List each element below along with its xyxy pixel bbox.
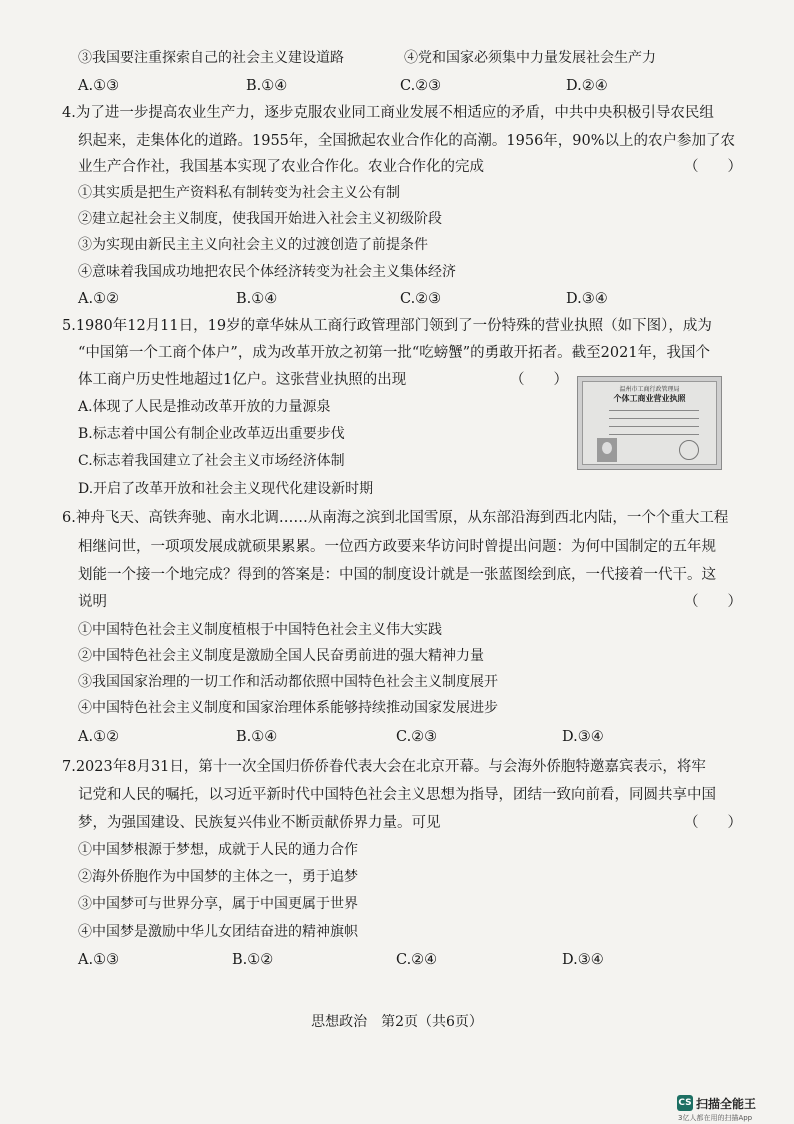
q7-choice-a: A.①③	[78, 952, 120, 968]
q7-option-3: ③中国梦可与世界分享，属于中国更属于世界	[78, 896, 358, 912]
q7-choice-b: B.①②	[232, 952, 274, 968]
q5-option-c: C.标志着我国建立了社会主义市场经济体制	[78, 453, 345, 469]
q5-stem-line-1: 5.1980年12月11日，19岁的章华妹从工商行政管理部门领到了一份特殊的营业执照（如下图），成为	[62, 318, 712, 334]
q4-choice-a: A.①②	[78, 291, 120, 307]
choice-d: D.②④	[566, 78, 608, 94]
q4-option-2: ②建立起社会主义制度，使我国开始进入社会主义初级阶段	[78, 211, 442, 227]
q6-answer-blank: （ ）	[684, 594, 742, 610]
q6-choice-c: C.②③	[396, 729, 438, 745]
q4-choice-b: B.①④	[236, 291, 278, 307]
q7-stem-line-3: 梦，为强国建设、民族复兴伟业不断贡献侨界力量。可见	[78, 815, 441, 831]
page-footer: 思想政治 第2页（共6页）	[311, 1014, 483, 1030]
q4-answer-blank: （ ）	[684, 159, 742, 175]
camscanner-name: 扫描全能王	[696, 1097, 757, 1111]
license-issuer: 温州市工商行政管理局	[619, 386, 680, 393]
q6-choice-d: D.③④	[562, 729, 604, 745]
choice-b: B.①④	[246, 78, 288, 94]
q5-stem-line-3: 体工商户历史性地超过1亿户。这张营业执照的出现	[78, 372, 407, 388]
q6-stem-line-2: 相继问世，一项项发展成就硕果累累。一位西方政要来华访问时曾提出问题：为何中国制定的五年规	[78, 539, 716, 555]
license-field-line	[609, 418, 699, 419]
q7-choice-d: D.③④	[562, 952, 604, 968]
q5-option-d: D.开启了改革开放和社会主义现代化建设新时期	[78, 481, 374, 497]
q6-option-3: ③我国国家治理的一切工作和活动都依照中国特色社会主义制度展开	[78, 674, 498, 690]
license-card	[582, 381, 717, 465]
q6-stem-line-4: 说明	[78, 594, 107, 610]
q7-option-2: ②海外侨胞作为中国梦的主体之一，勇于追梦	[78, 869, 358, 885]
q6-option-4: ④中国特色社会主义制度和国家治理体系能够持续推动国家发展进步	[78, 700, 498, 716]
q4-option-1: ①其实质是把生产资料私有制转变为社会主义公有制	[78, 185, 400, 201]
license-title: 个体工商业营业执照	[613, 393, 686, 403]
license-field-line	[609, 426, 699, 427]
q4-choice-d: D.③④	[566, 291, 608, 307]
q5-option-b: B.标志着中国公有制企业改革迈出重要步伐	[78, 426, 345, 442]
camscanner-tagline: 3亿人都在用的扫描App	[678, 1114, 753, 1122]
q6-option-1: ①中国特色社会主义制度植根于中国特色社会主义伟大实践	[78, 622, 442, 638]
business-license-photo	[577, 376, 722, 470]
license-seal	[679, 440, 699, 460]
choice-c: C.②③	[400, 78, 442, 94]
q7-option-4: ④中国梦是激励中华儿女团结奋进的精神旗帜	[78, 924, 358, 940]
q7-option-1: ①中国梦根源于梦想，成就于人民的通力合作	[78, 842, 358, 858]
q5-option-a: A.体现了人民是推动改革开放的力量源泉	[78, 399, 331, 415]
choice-a: A.①③	[78, 78, 120, 94]
q7-answer-blank: （ ）	[684, 815, 742, 831]
camscanner-logo-icon: CS	[677, 1095, 693, 1111]
q5-stem-line-2: “中国第一个工商个体户”，成为改革开放之初第一批“吃螃蟹”的勇敢开拓者。截至2021年，我国个	[78, 345, 711, 361]
option-3: ③我国要注重探索自己的社会主义建设道路	[78, 50, 344, 66]
q5-answer-blank: （ ）	[510, 372, 568, 388]
q7-stem-line-1: 7.2023年8月31日，第十一次全国归侨侨眷代表大会在北京开幕。与会海外侨胞特邀嘉宾表示，将牢	[62, 759, 706, 775]
license-portrait	[597, 438, 617, 462]
q6-choice-a: A.①②	[78, 729, 120, 745]
option-4: ④党和国家必须集中力量发展社会生产力	[404, 50, 656, 66]
q4-option-3: ③为实现由新民主主义向社会主义的过渡创造了前提条件	[78, 237, 428, 253]
q6-choice-b: B.①④	[236, 729, 278, 745]
q4-choice-c: C.②③	[400, 291, 442, 307]
q6-option-2: ②中国特色社会主义制度是激励全国人民奋勇前进的强大精神力量	[78, 648, 484, 664]
q4-option-4: ④意味着我国成功地把农民个体经济转变为社会主义集体经济	[78, 264, 456, 280]
q7-choice-c: C.②④	[396, 952, 438, 968]
q4-stem-line-1: 4.为了进一步提高农业生产力，逐步克服农业同工商业发展不相适应的矛盾，中共中央积极引导农民组	[62, 105, 714, 121]
license-field-line	[609, 434, 699, 435]
license-field-line	[609, 410, 699, 411]
q4-stem-line-3: 业生产合作社，我国基本实现了农业合作化。农业合作化的完成	[78, 159, 484, 175]
q6-stem-line-3: 划能一个接一个地完成？得到的答案是：中国的制度设计就是一张蓝图绘到底，一代接着一代干。这	[78, 567, 716, 583]
q6-stem-line-1: 6.神舟飞天、高铁奔驰、南水北调……从南海之滨到北国雪原，从东部沿海到西北内陆，一个个重大工程	[62, 510, 729, 526]
q7-stem-line-2: 记党和人民的嘱托，以习近平新时代中国特色社会主义思想为指导，团结一致向前看，同圆共享中国	[78, 787, 716, 803]
q4-stem-line-2: 织起来，走集体化的道路。1955年，全国掀起农业合作化的高潮。1956年，90%以上的农户参加了农	[78, 133, 736, 149]
